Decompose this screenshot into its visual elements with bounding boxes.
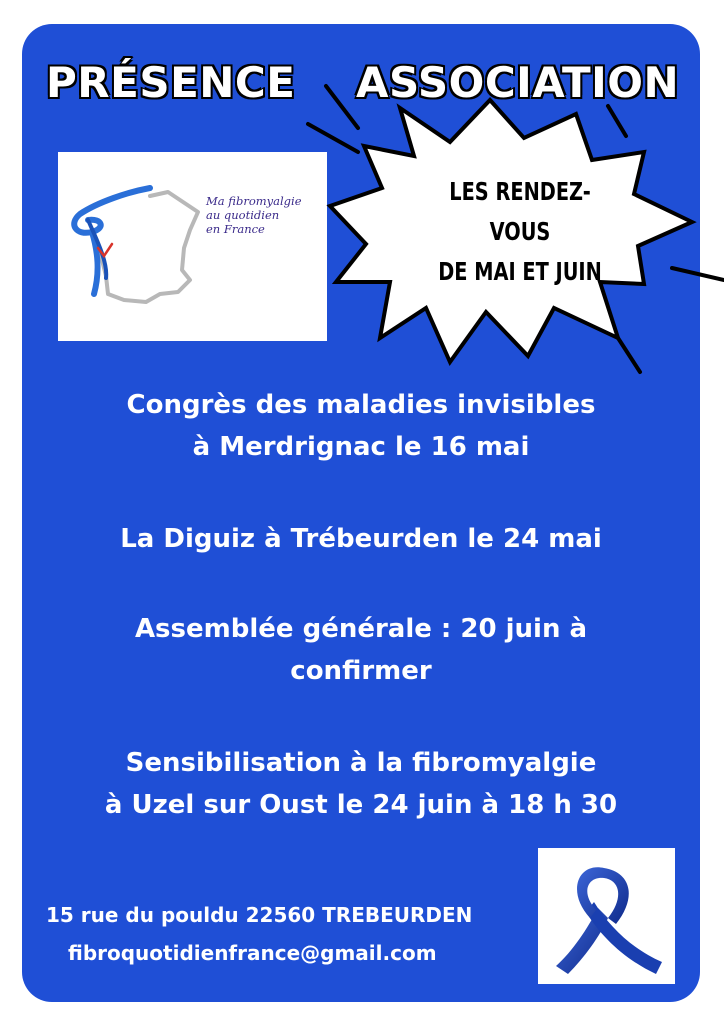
- burst-line: LES RENDEZ-: [449, 177, 591, 206]
- event-diguiz: [22, 518, 700, 560]
- contact-info: [46, 896, 526, 972]
- address-text: 15 rue du pouldu 22560 TREBEURDEN: [46, 903, 473, 927]
- event-congres: [22, 384, 700, 468]
- event-line: Congrès des maladies invisibles: [126, 390, 596, 420]
- ribbon-image: [538, 848, 675, 984]
- logo-text-line: au quotidien: [206, 208, 280, 222]
- event-line: à Merdrignac le 16 mai: [192, 432, 530, 462]
- association-logo: [58, 152, 327, 341]
- burst-text: [425, 172, 614, 292]
- logo-text-line: en France: [206, 222, 265, 236]
- france-map-ribbon-logo-icon: [58, 152, 327, 341]
- event-line: La Diguiz à Trébeurden le 24 mai: [120, 524, 602, 554]
- event-assemblee: [22, 608, 700, 692]
- burst-line: VOUS: [489, 217, 551, 246]
- event-line: Assemblée générale : 20 juin à: [134, 614, 588, 644]
- email-text: fibroquotidienfrance@gmail.com: [68, 941, 437, 965]
- event-line: confirmer: [290, 656, 432, 686]
- burst-line: DE MAI ET JUIN: [438, 257, 602, 286]
- event-line: Sensibilisation à la fibromyalgie: [125, 748, 597, 778]
- headline-presence: PRÉSENCE: [46, 58, 296, 107]
- event-line: à Uzel sur Oust le 24 juin à 18 h 30: [104, 790, 618, 820]
- logo-text-line: Ma fibromyalgie: [206, 194, 302, 208]
- headline-association: ASSOCIATION: [356, 58, 680, 107]
- blue-awareness-ribbon-icon: [538, 848, 675, 984]
- event-sensibilisation: [22, 742, 700, 826]
